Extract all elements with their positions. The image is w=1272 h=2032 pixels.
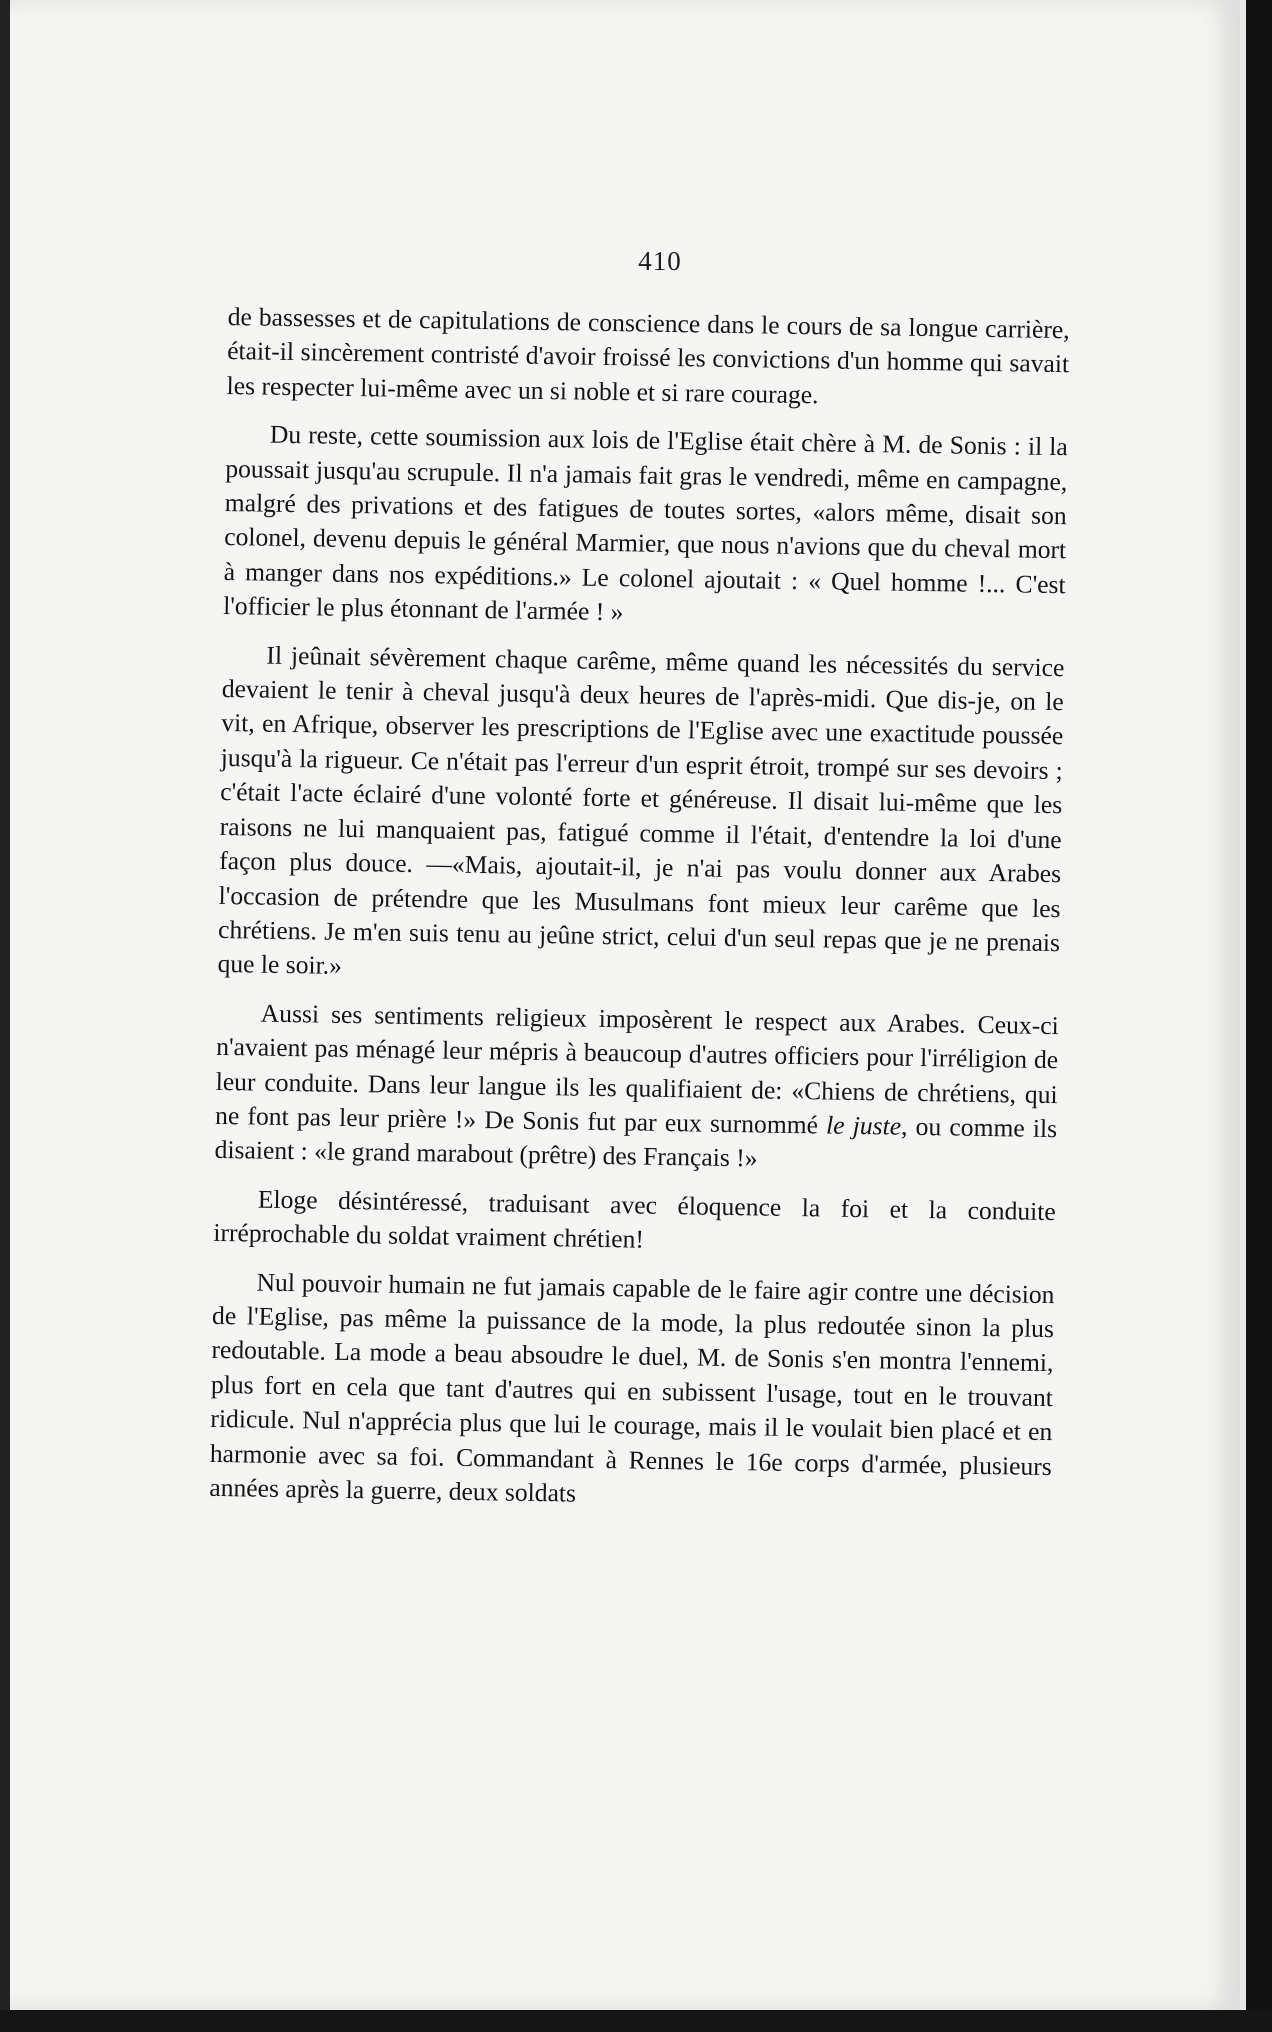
- paragraph-p3: [217, 638, 1064, 995]
- paragraph-text: Nul pouvoir humain ne fut jamais capable de le faire agir contre une décision de l'Eglise, pas même la puissance de la mode, la plus redoutée sinon la plus redoutable. La mode a beau absoudre le duel, M. de Sonis s'en montra l'ennemi, plus fort en cela que tant d'autres qui en subissent l'usage, tout en le trouvant ridicule. Nul n'apprécia plus que lui le courage, mais il le voulait bien placé et en harmonie avec sa foi. Commandant à Rennes le 16e corps d'armée, plusieurs années après la guerre, deux soldats: [209, 1267, 1055, 1508]
- paragraph-p2: [223, 417, 1068, 637]
- paragraph-p1: [226, 300, 1070, 416]
- book-gutter: [1246, 0, 1272, 2032]
- italic-text: le juste: [825, 1110, 902, 1141]
- paragraph-p6: [209, 1264, 1055, 1518]
- paragraph-p4: [214, 996, 1059, 1181]
- body-text: [209, 300, 1070, 1532]
- paragraph-p5: [213, 1182, 1056, 1264]
- page-number: 410: [638, 246, 682, 276]
- paragraph-text: , ou comme ils disaient : «le grand marabout (prêtre) des Français !»: [214, 1111, 1058, 1173]
- paragraph-text: Aussi ses sentiments religieux imposèrent le respect aux Arabes. Ceux-ci n'avaient pas ménagé leur mépris à beaucoup d'autres officiers pour l'irréligion de leur conduite. Dans leur langue ils les qualifiaient de: «Chiens de chrétiens, qui ne font pas leur prière !» De Sonis fut par eux surnommé: [214, 998, 1059, 1140]
- scan-border-bottom: [0, 2010, 1272, 2032]
- scan-border-left: [0, 0, 10, 2032]
- paragraph-text: Du reste, cette soumission aux lois de l'Eglise était chère à M. de Sonis : il la poussait jusqu'au scrupule. Il n'a jamais fait gras le vendredi, même en campagne, malgré des privations et des fatigues de toutes sortes, «alors même, disait son colonel, devenu depuis le général Marmier, que nous n'avions que du cheval mort à manger dans nos expéditions.» Le colonel ajoutait : « Quel homme !... C'est l'officier le plus étonnant de l'armée ! »: [222, 419, 1069, 627]
- paragraph-text: de bassesses et de capitulations de conscience dans le cours de sa longue carrière, était-il sincèrement contristé d'avoir froissé les convictions d'un homme qui savait les respecter lui-même avec un si noble et si rare courage.: [226, 301, 1070, 410]
- paragraph-text: Eloge désintéressé, traduisant avec éloquence la foi et la conduite irréprochable du soldat vraiment chrétien!: [213, 1184, 1057, 1254]
- paragraph-text: Il jeûnait sévèrement chaque carême, même quand les nécessités du service devaient le tenir à cheval jusqu'à deux heures de l'après-midi. Que dis-je, on le vit, en Afrique, observer les prescriptions de l'Eglise avec une exactitude poussée jusqu'à la rigueur. Ce n'était pas l'erreur d'un esprit étroit, trompé sur ses devoirs ; c'était l'acte éclairé d'une volonté forte et généreuse. Il disait lui-même que les raisons ne lui manquaient pas, fatigué comme il l'était, d'entendre la loi d'une façon plus douce. —«Mais, ajoutait-il, je n'ai pas voulu donner aux Arabes l'occasion de prétendre que les Musulmans font mieux leur carême que les chrétiens. Je m'en suis tenu au jeûne strict, celui d'un seul repas que je ne prenais que le soir.»: [217, 640, 1065, 981]
- book-page: [10, 0, 1240, 2010]
